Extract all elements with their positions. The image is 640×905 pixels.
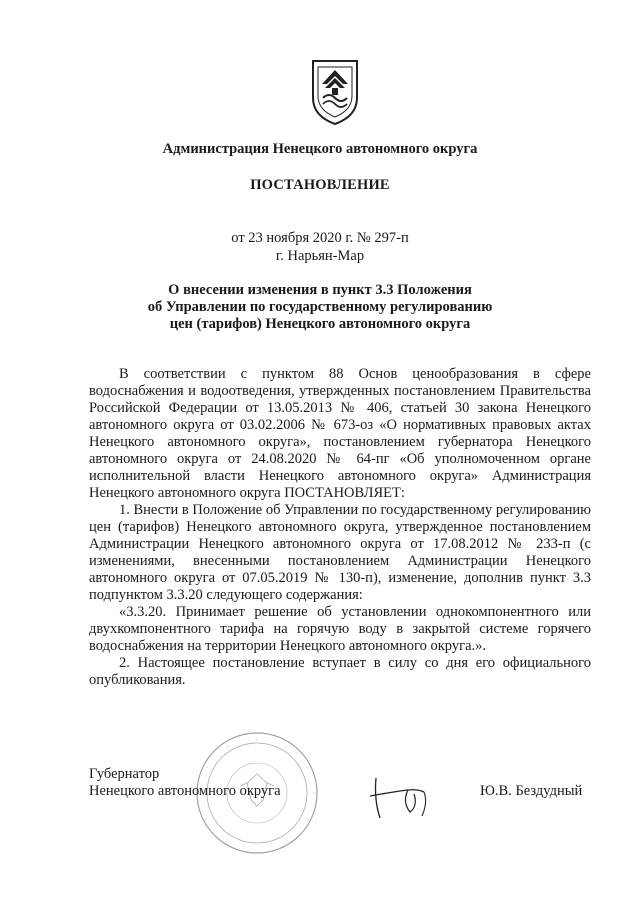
quoted-subclause: «3.3.20. Принимает решение об установлении однокомпонентного или двухкомпонентного тарифа на горячую воду в закрытой системе горячего водоснабжения на территории Ненецкого автономного округа.».	[89, 604, 591, 654]
organization-name: Администрация Ненецкого автономного округа	[162, 141, 478, 157]
title-line: об Управлении по государственному регулированию	[147, 299, 493, 315]
coat-of-arms-icon	[310, 58, 360, 126]
place-of-issue: г. Нарьян-Мар	[275, 248, 365, 264]
date-and-number: от 23 ноября 2020 г. № 297-п	[231, 230, 409, 246]
document-body	[89, 366, 591, 689]
signatory-title-line: Ненецкого автономного округа	[89, 783, 281, 799]
title-line: цен (тарифов) Ненецкого автономного округа	[169, 316, 471, 332]
document-title	[0, 282, 640, 333]
document-type: ПОСТАНОВЛЕНИЕ	[250, 177, 390, 193]
item-2-paragraph: 2. Настоящее постановление вступает в силу со дня его официального опубликования.	[89, 655, 591, 688]
signatory-title-line: Губернатор	[89, 766, 160, 782]
item-1-paragraph: 1. Внести в Положение об Управлении по государственному регулированию цен (тарифов) Ненецкого автономного округа, утвержденное постановлением Администрации Ненецкого автономного округа от 17.08.2012 № 233-п (с изменениями, внесенными постановлением Администрации Ненецкого автономного округа от 07.05.2019 № 130-п), изменение, дополнив пункт 3.3 подпунктом 3.3.20 следующего содержания:	[89, 502, 591, 603]
preamble-paragraph: В соответствии с пунктом 88 Основ ценообразования в сфере водоснабжения и водоотведения, утвержденных постановлением Правительства Российской Федерации от 13.05.2013 № 406, статьей 30 закона Ненецкого автономного округа от 03.02.2006 № 673-оз «О нормативных правовых актах Ненецкого автономного округа», постановлением губернатора Ненецкого автономного округа от 24.08.2020 № 64-пг «Об уполномоченном органе исполнительной власти Ненецкого автономного округа» Администрация Ненецкого автономного округа ПОСТАНОВЛЯЕТ:	[89, 366, 591, 501]
signatory-name: Ю.В. Бездудный	[480, 783, 583, 799]
handwritten-signature	[368, 772, 438, 822]
title-line: О внесении изменения в пункт 3.3 Положения	[168, 282, 472, 298]
signatory-title	[89, 766, 281, 800]
